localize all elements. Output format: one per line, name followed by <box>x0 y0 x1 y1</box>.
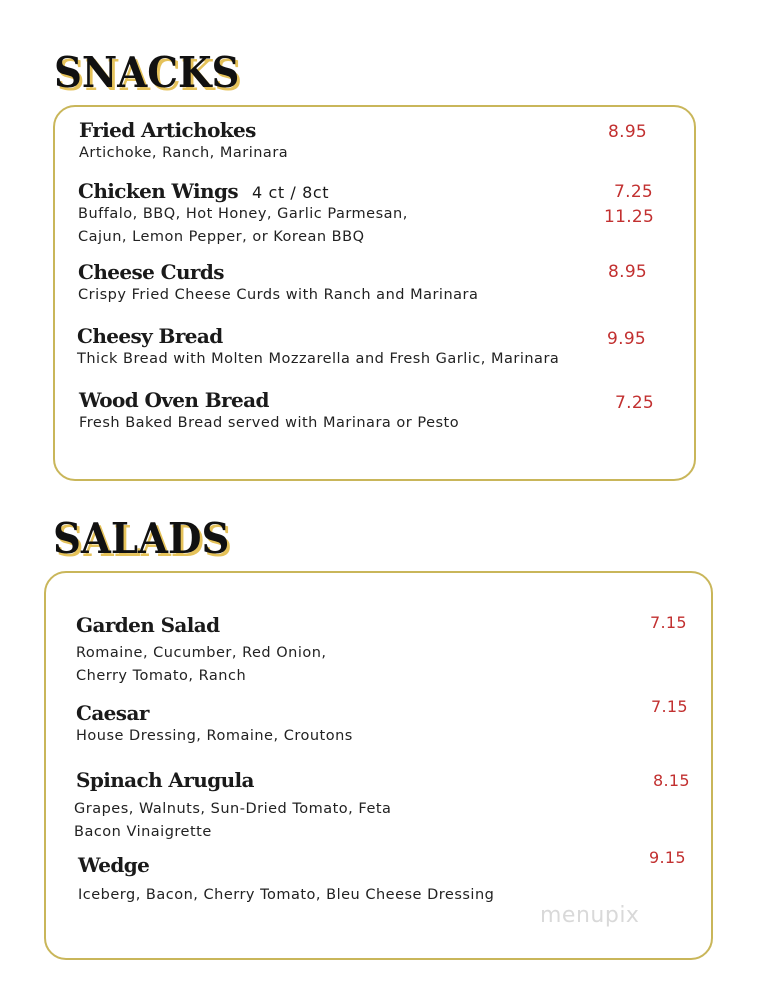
item-description: Iceberg, Bacon, Cherry Tomato, Bleu Cheese Dressing <box>78 887 495 903</box>
item-description: Crispy Fried Cheese Curds with Ranch and Marinara <box>78 287 479 303</box>
menu-item-wood-oven-bread <box>79 388 459 435</box>
item-price: 9.95 <box>607 329 647 349</box>
item-description: Bacon Vinaigrette <box>74 824 212 840</box>
item-name: Garden Salad <box>76 613 220 637</box>
item-name: Cheese Curds <box>78 260 224 284</box>
item-name-text: Chicken Wings <box>78 179 239 203</box>
menu-item-wedge <box>78 853 494 907</box>
item-name: Spinach Arugula <box>76 768 254 792</box>
item-price: 7.15 <box>650 613 687 632</box>
item-price: 8.95 <box>608 262 648 282</box>
menu-item-caesar <box>76 701 353 748</box>
item-price: 8.95 <box>608 122 648 142</box>
item-description: Buffalo, BBQ, Hot Honey, Garlic Parmesan, <box>78 206 408 222</box>
item-description: Cajun, Lemon Pepper, or Korean BBQ <box>78 229 365 245</box>
item-price: 7.25 <box>615 393 655 413</box>
item-name <box>78 179 408 203</box>
item-description: Romaine, Cucumber, Red Onion, <box>76 645 327 661</box>
item-name: Wedge <box>78 853 150 877</box>
salads-heading: SALADS <box>53 514 230 563</box>
item-description: Fresh Baked Bread served with Marinara or Pesto <box>79 415 460 431</box>
item-description: Grapes, Walnuts, Sun-Dried Tomato, Feta <box>74 801 392 817</box>
menu-item-chicken-wings <box>78 179 408 249</box>
menupix-watermark: menupix <box>540 903 640 928</box>
item-description: Artichoke, Ranch, Marinara <box>79 145 289 161</box>
menu-item-spinach-arugula <box>74 768 391 844</box>
item-description: Cherry Tomato, Ranch <box>76 668 247 684</box>
item-description: House Dressing, Romaine, Croutons <box>76 728 353 744</box>
item-name: Caesar <box>76 701 149 725</box>
menu-item-cheesy-bread <box>77 324 559 371</box>
item-name: Wood Oven Bread <box>79 388 269 412</box>
item-price: 8.15 <box>653 771 690 790</box>
item-price: 11.25 <box>604 207 655 227</box>
menu-item-fried-artichokes <box>79 118 288 165</box>
item-name: Fried Artichokes <box>79 118 256 142</box>
item-price: 7.25 <box>614 182 654 202</box>
menu-item-cheese-curds <box>78 260 478 307</box>
item-price: 9.15 <box>649 848 686 867</box>
item-price: 7.15 <box>651 697 688 716</box>
item-description: Thick Bread with Molten Mozzarella and Fresh Garlic, Marinara <box>77 351 560 367</box>
item-name: Cheesy Bread <box>77 324 223 348</box>
item-count: 4 ct / 8ct <box>252 183 330 202</box>
snacks-heading: SNACKS <box>54 48 240 97</box>
menu-item-garden-salad <box>76 613 327 688</box>
